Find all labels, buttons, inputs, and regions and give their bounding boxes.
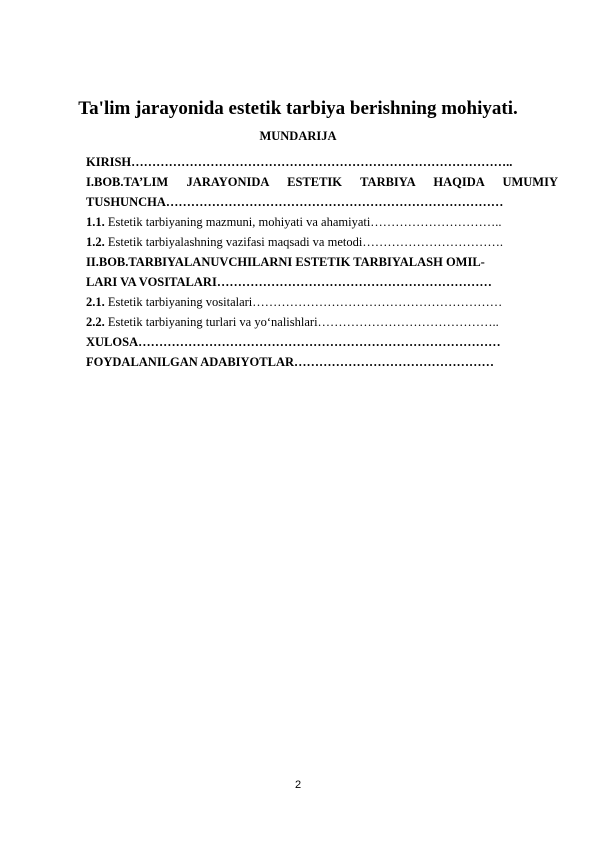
toc-entry-section-1-1 xyxy=(86,212,558,232)
section-title: Estetik tarbiyaning mazmuni, mohiyati va ahamiyati………………………….. xyxy=(104,215,502,229)
toc-entry-intro: KIRISH……………………………………………………………………………….. xyxy=(86,155,513,169)
section-number: 1.1. xyxy=(86,215,105,229)
section-number: 2.2. xyxy=(86,315,105,329)
section-title: Estetik tarbiyaning vositalari…………………………………………………… xyxy=(104,295,503,309)
toc-entry-chapter2-line2: LARI VA VOSITALARI………………………………………………………… xyxy=(86,275,492,289)
section-title: Estetik tarbiyalashning vazifasi maqsadi va metodi……………………………. xyxy=(104,235,503,249)
toc-entry-section-2-2 xyxy=(86,312,558,332)
section-number: 1.2. xyxy=(86,235,105,249)
toc-entry-chapter1-line1: I.BOB.TA’LIM JARAYONIDA ESTETIK TARBIYA HAQIDA UMUMIY xyxy=(86,175,558,189)
toc-entry-section-2-1 xyxy=(86,292,558,312)
page-number: 2 xyxy=(294,779,302,791)
toc-entry-chapter1-line2: TUSHUNCHA……………………………………………………………………… xyxy=(86,195,504,209)
table-of-contents xyxy=(86,152,558,372)
section-title: Estetik tarbiyaning turlari va yo‘nalishlari…………………………………….. xyxy=(104,315,499,329)
toc-entry-section-1-2 xyxy=(86,232,558,252)
document-title: Ta'lim jarayonida estetik tarbiya berishning mohiyati. xyxy=(78,98,518,119)
toc-heading: MUNDARIJA xyxy=(259,129,337,143)
toc-entry-chapter2-line1: II.BOB.TARBIYALANUVCHILARNI ESTETIK TARBIYALASH OMIL- xyxy=(86,255,485,269)
toc-entry-conclusion: XULOSA…………………………………………………………………………… xyxy=(86,335,501,349)
toc-entry-references: FOYDALANILGAN ADABIYOTLAR………………………………………… xyxy=(86,355,495,369)
section-number: 2.1. xyxy=(86,295,105,309)
